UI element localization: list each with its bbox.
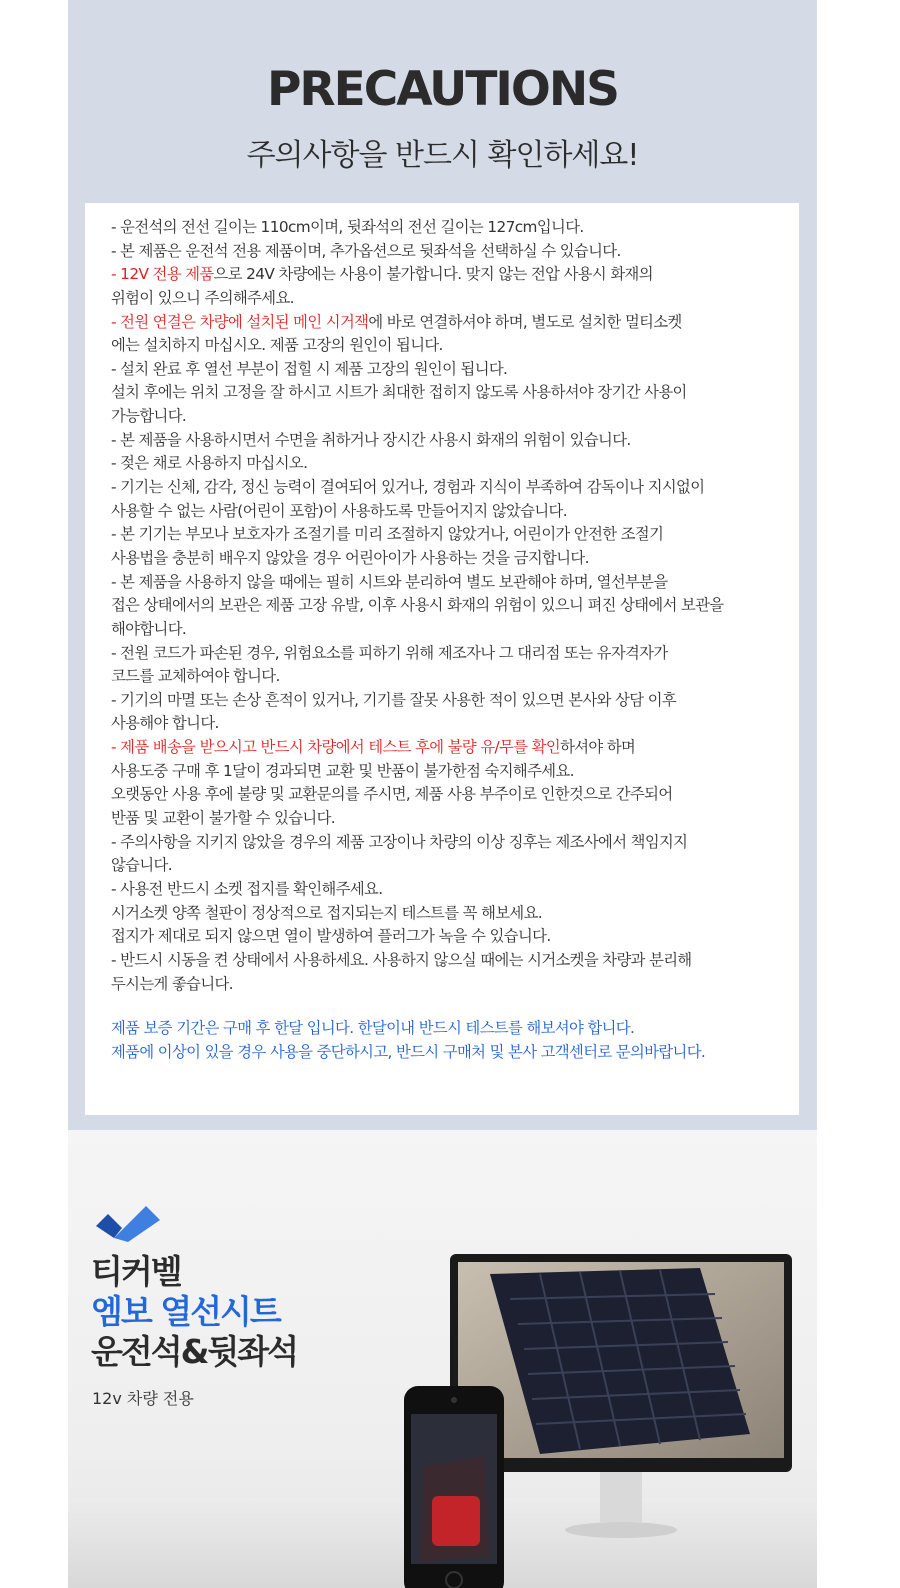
precaution-line <box>111 405 791 429</box>
precaution-line <box>111 783 791 807</box>
precaution-text: 두시는게 좋습니다. <box>111 974 233 993</box>
warranty-notes <box>111 1016 791 1064</box>
precaution-line <box>111 429 791 453</box>
precaution-text: 코드를 교체하여야 합니다. <box>111 667 280 686</box>
precaution-text: 않습니다. <box>111 856 172 875</box>
precaution-line <box>111 594 791 618</box>
precaution-text: 에는 설치하지 마십시오. 제품 고장의 원인이 됩니다. <box>111 336 443 355</box>
precaution-line <box>111 712 791 736</box>
precaution-text: 시거소켓 양쪽 철판이 정상적으로 접지되는지 테스트를 꼭 해보세요. <box>111 903 543 922</box>
precaution-text: 으로 24V 차량에는 사용이 불가합니다. 맞지 않는 전압 사용시 화재의 <box>213 265 653 284</box>
precaution-line <box>111 642 791 666</box>
precaution-text: - 기기의 마멸 또는 손상 흔적이 있거나, 기기를 잘못 사용한 적이 있으면 본사와 상담 이후 <box>111 690 677 709</box>
precaution-text: 사용도중 구매 후 1달이 경과되면 교환 및 반품이 불가한점 숙지해주세요. <box>111 761 574 780</box>
product-seats: 운전석&뒷좌석 <box>91 1332 298 1371</box>
precaution-text: 사용해야 합니다. <box>111 714 219 733</box>
product-name: 엠보 열선시트 <box>91 1292 280 1331</box>
precaution-line <box>111 973 791 997</box>
precaution-line <box>111 760 791 784</box>
product-banner <box>68 1130 817 1588</box>
precaution-text: 에 바로 연결하셔야 하며, 별도로 설치한 멀티소켓 <box>368 312 682 331</box>
precaution-text: - 본 제품을 사용하시면서 수면을 취하거나 장시간 사용시 화재의 위험이 있습니다. <box>111 430 631 449</box>
precaution-line <box>111 311 791 335</box>
precaution-line <box>111 476 791 500</box>
precaution-text: - 전원 코드가 파손된 경우, 위험요소를 피하기 위해 제조자나 그 대리점 또는 유자격자가 <box>111 643 668 662</box>
precaution-text: - 설치 완료 후 열선 부분이 접힐 시 제품 고장의 원인이 됩니다. <box>111 359 508 378</box>
precaution-line <box>111 949 791 973</box>
page-subtitle: 주의사항을 반드시 확인하세요! <box>246 138 639 173</box>
precaution-text: - 젖은 채로 사용하지 마십시오. <box>111 454 308 473</box>
voltage-label: 12v 차량 전용 <box>92 1389 194 1408</box>
precaution-line <box>111 240 791 264</box>
precaution-text: - 본 기기는 부모나 보호자가 조절기를 미리 조절하지 않았거나, 어린이가 안전한 조절기 <box>111 525 664 544</box>
precautions-section <box>68 0 817 1130</box>
precaution-line <box>111 902 791 926</box>
precaution-line <box>111 547 791 571</box>
precaution-text: 사용할 수 없는 사람(어린이 포함)이 사용하도록 만들어지지 않았습니다. <box>111 501 567 520</box>
precaution-line <box>111 854 791 878</box>
precaution-line <box>111 571 791 595</box>
precaution-text: 하셔야 하며 <box>560 738 636 757</box>
page-title: PRECAUTIONS <box>266 62 619 117</box>
heated-area <box>432 1496 480 1546</box>
precaution-text: - 운전석의 전선 길이는 110cm이며, 뒷좌석의 전선 길이는 127cm입니다. <box>111 218 584 236</box>
precaution-text: 접지가 제대로 되지 않으면 열이 발생하여 플러그가 녹을 수 있습니다. <box>111 927 551 946</box>
precaution-text: 해야합니다. <box>111 619 187 638</box>
product-title <box>91 1252 297 1372</box>
precaution-text: 위험이 있으니 주의해주세요. <box>111 288 294 307</box>
precaution-text: 반품 및 교환이 불가할 수 있습니다. <box>111 809 336 828</box>
precaution-line <box>111 216 791 240</box>
precaution-line <box>111 807 791 831</box>
precaution-text: - 본 제품을 사용하지 않을 때에는 필히 시트와 분리하여 별도 보관해야 하며, 열선부분을 <box>111 572 668 591</box>
precaution-line <box>111 334 791 358</box>
precaution-line <box>111 358 791 382</box>
precaution-line <box>111 287 791 311</box>
precaution-line <box>111 878 791 902</box>
precaution-line <box>111 381 791 405</box>
warranty-note: 제품에 이상이 있을 경우 사용을 중단하시고, 반드시 구매처 및 본사 고객센터로 문의바랍니다. <box>111 1043 706 1061</box>
phone-image <box>404 1386 504 1588</box>
precaution-line <box>111 831 791 855</box>
precaution-line <box>111 665 791 689</box>
precaution-line <box>111 925 791 949</box>
precaution-line <box>111 523 791 547</box>
precaution-text: - 기기는 신체, 감각, 정신 능력이 결여되어 있거나, 경험과 지식이 부족하여 감독이나 지시없이 <box>111 478 705 497</box>
precaution-highlight: - 전원 연결은 차량에 설치된 메인 시거잭 <box>111 312 369 331</box>
precaution-line <box>111 689 791 713</box>
precaution-text: - 주의사항을 지키지 않았을 경우의 제품 고장이나 차량의 이상 징후는 제조사에서 책임지지 <box>111 832 688 851</box>
precautions-list <box>111 216 791 996</box>
precaution-line <box>111 736 791 760</box>
precaution-line <box>111 263 791 287</box>
precaution-line <box>111 452 791 476</box>
precaution-text: 설치 후에는 위치 고정을 잘 하시고 시트가 최대한 접히지 않도록 사용하셔야 장기간 사용이 <box>111 383 687 402</box>
precaution-highlight: - 12V 전용 제품 <box>111 265 214 284</box>
precaution-text: 접은 상태에서의 보관은 제품 고장 유발, 이후 사용시 화재의 위험이 있으니 펴진 상태에서 보관을 <box>111 596 724 615</box>
precaution-text: - 사용전 반드시 소켓 접지를 확인해주세요. <box>111 879 383 898</box>
precaution-highlight: - 제품 배송을 받으시고 반드시 차량에서 테스트 후에 불량 유/무를 확인 <box>111 738 561 757</box>
precaution-line <box>111 618 791 642</box>
precaution-text: 사용법을 충분히 배우지 않았을 경우 어린아이가 사용하는 것을 금지합니다. <box>111 548 589 567</box>
precaution-text: - 본 제품은 운전석 전용 제품이며, 추가옵션으로 뒷좌석을 선택하실 수 있습니다. <box>111 241 621 260</box>
brand-name: 티커벨 <box>91 1252 181 1291</box>
precaution-line <box>111 500 791 524</box>
precaution-text: 오랫동안 사용 후에 불량 및 교환문의를 주시면, 제품 사용 부주이로 인한것으로 간주되어 <box>111 785 673 804</box>
check-icon <box>94 1202 164 1242</box>
precaution-text: - 반드시 시동을 켠 상태에서 사용하세요. 사용하지 않으실 때에는 시거소켓을 차량과 분리해 <box>111 950 692 969</box>
warranty-note: 제품 보증 기간은 구매 후 한달 입니다. 한달이내 반드시 테스트를 해보셔야 합니다. <box>111 1019 635 1037</box>
precaution-text: 가능합니다. <box>111 407 187 426</box>
precautions-card <box>85 203 799 1115</box>
